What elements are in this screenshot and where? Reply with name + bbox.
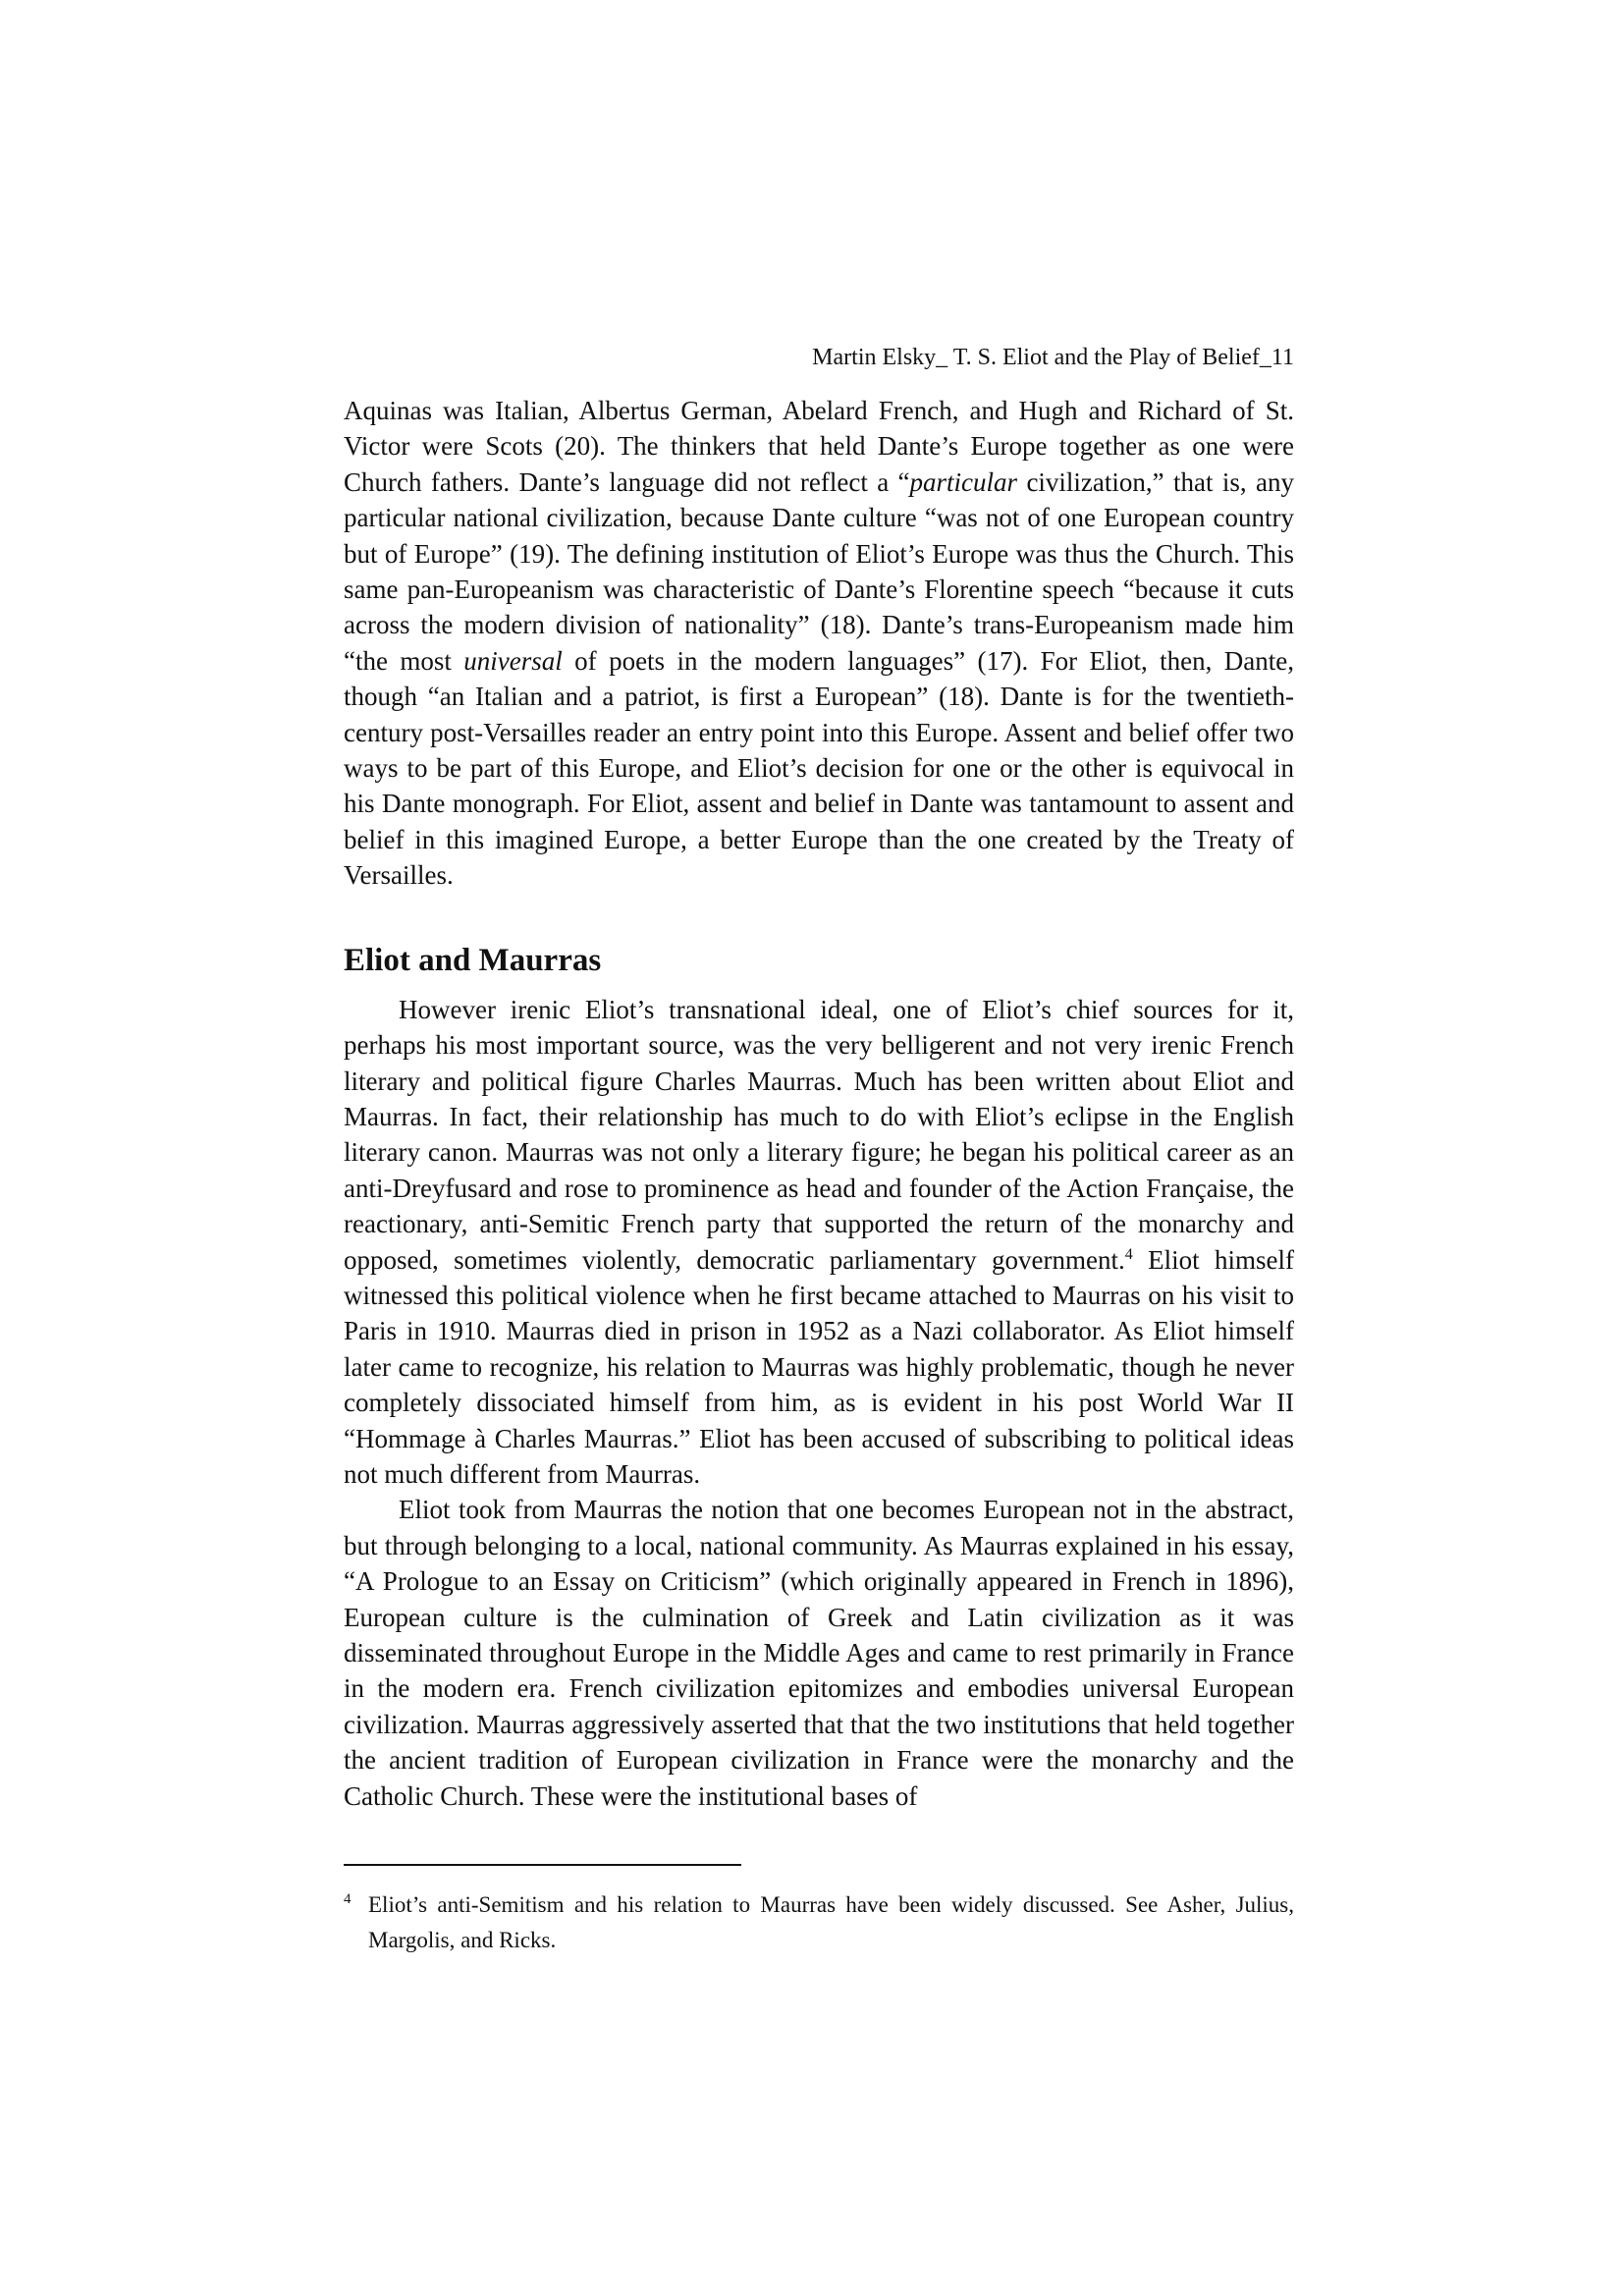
paragraph-text: Eliot took from Maurras the notion that one becomes European not in the abstract, but through belonging to a local, national community. As Maurras explained in his essay, “A Prologue to an Essay on Criticism” (which originally appeared in French in 1896), European culture is the culmination of Greek and Latin civilization as it was disseminated throughout Europe in the Middle Ages and came to rest primarily in France in the modern era. French civilization epitomizes and embodies universal European civilization. Maurras aggressively asserted that that the two institutions that held together the ancient tradition of European civilization in France were the monarchy and the Catholic Church. These were the institutional bases of [344, 1495, 1294, 1811]
footnote-text: Eliot’s anti-Semitism and his relation to Maurras have been widely discussed. See Asher, Julius, Margolis, and Ricks. [368, 1892, 1294, 1952]
page [344, 0, 1294, 2296]
paragraph-text: of poets in the modern languages” (17). For Eliot, then, Dante, though “an Italian and a patriot, is first a European” (18). Dante is for the twentieth-century post-Versailles reader an entry point into this Europe. Assent and belief offer two ways to be part of this Europe, and Eliot’s decision for one or the other is equivocal in his Dante monograph. For Eliot, assent and belief in Dante was tantamount to assent and belief in this imagined Europe, a better Europe than the one created by the Treaty of Versailles. [344, 645, 1294, 891]
paragraph-text: However irenic Eliot’s transnational ideal, one of Eliot’s chief sources for it, perhaps his most important source, was the very belligerent and not very irenic French literary and political figure Charles Maurras. Much has been written about Eliot and Maurras. In fact, their relationship has much to do with Eliot’s eclipse in the English literary canon. Maurras was not only a literary figure; he began his political career as an anti-Dreyfusard and rose to prominence as head and founder of the Action Française, the reactionary, anti-Semitic French party that supported the return of the monarchy and opposed, sometimes violently, democratic parliamentary government. [344, 994, 1294, 1275]
footnote-reference[interactable]: 4 [1124, 1245, 1133, 1263]
italic-term-universal: universal [463, 645, 563, 676]
section-heading: Eliot and Maurras [344, 942, 602, 978]
footnote-divider [344, 1864, 741, 1866]
paragraph-text: civilization,” that is, any particular national civilization, because Dante culture “was not of one European country but of Europe” (19). The defining institution of Eliot’s Europe was thus the Church. This same pan-Europeanism was characteristic of Dante’s Florentine speech “because it cuts across the modern division of nationality” (18). Dante’s trans-Europeanism made him “the most [344, 466, 1294, 676]
paragraph-text: Eliot himself witnessed this political violence when he first became attached to Maurras on his visit to Paris in 1910. Maurras died in prison in 1952 as a Nazi collaborator. As Eliot himself later came to recognize, his relation to Maurras was highly problematic, though he never completely dissociated himself from him, as is evident in his post World War II “Hommage à Charles Maurras.” Eliot has been accused of subscribing to political ideas not much different from Maurras. [344, 1244, 1294, 1489]
paragraph-dante-europe [344, 393, 1294, 894]
italic-term-particular: particular [909, 466, 1018, 497]
body-text [344, 393, 1294, 1814]
running-header: Martin Elsky_ T. S. Eliot and the Play of Belief_11 [812, 345, 1294, 370]
footnote-entry: 4 Eliot’s anti-Semitism and his relation to Maurras have been widely discussed. See Asher, Julius, Margolis, and Ricks. [344, 1891, 1294, 1952]
paragraph-maurras-prologue [344, 1492, 1294, 1814]
paragraph-text: Aquinas was Italian, Albertus German, Abelard French, and Hugh and Richard of St. Victor were Scots (20). The thinkers that held Dante’s Europe together as one were Church fathers. Dante’s language did not reflect a “ [344, 396, 1294, 497]
footnote [344, 1887, 1294, 1958]
paragraph-maurras-intro [344, 992, 1294, 1493]
